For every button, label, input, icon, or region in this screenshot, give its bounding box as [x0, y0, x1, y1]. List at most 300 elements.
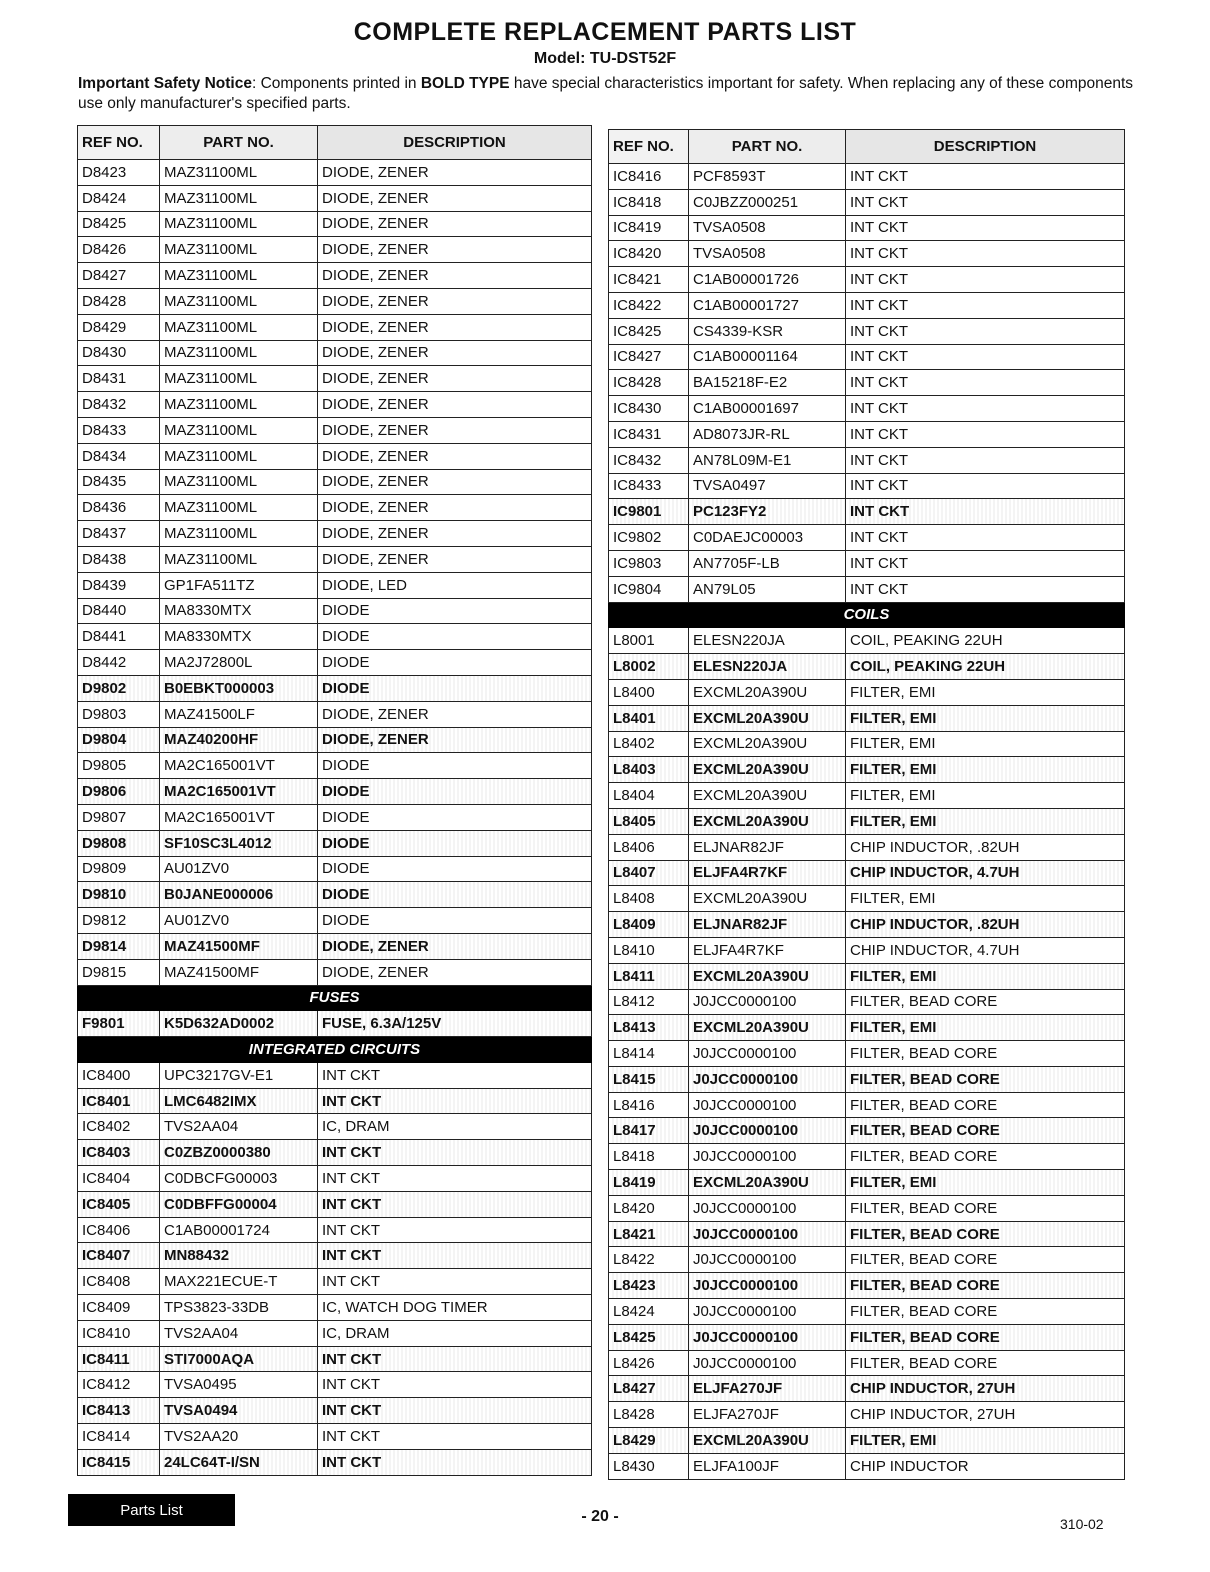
desc-cell: CHIP INDUCTOR, .82UH: [846, 912, 1125, 938]
ref-cell: IC8419: [609, 215, 689, 241]
table-row: [609, 1170, 1125, 1196]
ref-cell: L8405: [609, 808, 689, 834]
table-row: [78, 1372, 592, 1398]
desc-cell: CHIP INDUCTOR, 27UH: [846, 1402, 1125, 1428]
table-row: [609, 705, 1125, 731]
desc-cell: FILTER, BEAD CORE: [846, 1221, 1125, 1247]
desc-cell: DIODE, ZENER: [318, 392, 592, 418]
part-cell: J0JCC0000100: [689, 1144, 846, 1170]
table-row: [78, 288, 592, 314]
page-number: - 20 -: [581, 1508, 619, 1525]
desc-cell: INT CKT: [318, 1062, 592, 1088]
desc-cell: INT CKT: [318, 1217, 592, 1243]
ref-cell: L8422: [609, 1247, 689, 1273]
part-cell: TVS2AA20: [160, 1424, 318, 1450]
table-row: [78, 521, 592, 547]
table-row: [609, 267, 1125, 293]
desc-cell: COIL, PEAKING 22UH: [846, 654, 1125, 680]
part-cell: MA2J72800L: [160, 650, 318, 676]
desc-cell: FILTER, BEAD CORE: [846, 1066, 1125, 1092]
part-cell: ELJNAR82JF: [689, 834, 846, 860]
desc-cell: FILTER, BEAD CORE: [846, 1324, 1125, 1350]
part-cell: TVS2AA04: [160, 1320, 318, 1346]
table-row: [609, 318, 1125, 344]
desc-cell: FILTER, EMI: [846, 731, 1125, 757]
desc-cell: CHIP INDUCTOR, 4.7UH: [846, 937, 1125, 963]
desc-cell: INT CKT: [318, 1243, 592, 1269]
section-header-row: [609, 602, 1125, 628]
ref-cell: IC8412: [78, 1372, 160, 1398]
part-cell: ELJFA4R7KF: [689, 860, 846, 886]
table-row: [609, 1066, 1125, 1092]
desc-cell: INT CKT: [846, 396, 1125, 422]
ref-cell: IC8428: [609, 370, 689, 396]
table-row: [78, 959, 592, 985]
part-cell: C0JBZZ000251: [689, 189, 846, 215]
table-row: [609, 783, 1125, 809]
part-cell: MAZ41500MF: [160, 959, 318, 985]
ref-cell: D9809: [78, 856, 160, 882]
ref-cell: L8415: [609, 1066, 689, 1092]
table-row: [609, 1144, 1125, 1170]
ref-cell: IC8408: [78, 1269, 160, 1295]
ref-cell: D8435: [78, 469, 160, 495]
part-cell: 24LC64T-I/SN: [160, 1449, 318, 1475]
desc-cell: FILTER, BEAD CORE: [846, 1092, 1125, 1118]
desc-cell: DIODE: [318, 908, 592, 934]
ref-cell: L8424: [609, 1299, 689, 1325]
desc-cell: FILTER, EMI: [846, 1015, 1125, 1041]
desc-cell: FILTER, BEAD CORE: [846, 1041, 1125, 1067]
ref-cell: IC8420: [609, 241, 689, 267]
ref-cell: D9808: [78, 830, 160, 856]
ref-cell: D8430: [78, 340, 160, 366]
desc-cell: DIODE: [318, 624, 592, 650]
part-cell: STI7000AQA: [160, 1346, 318, 1372]
part-cell: TVSA0494: [160, 1398, 318, 1424]
part-cell: BA15218F-E2: [689, 370, 846, 396]
ref-cell: D8442: [78, 650, 160, 676]
ref-cell: IC8404: [78, 1166, 160, 1192]
desc-cell: INT CKT: [846, 550, 1125, 576]
section-header-row: [78, 1037, 592, 1063]
ref-cell: IC8401: [78, 1088, 160, 1114]
ref-cell: IC8406: [78, 1217, 160, 1243]
table-row: [609, 344, 1125, 370]
desc-cell: INT CKT: [846, 447, 1125, 473]
part-cell: MAZ31100ML: [160, 521, 318, 547]
table-row: [78, 779, 592, 805]
table-row: [78, 160, 592, 186]
part-cell: C0DAEJC00003: [689, 525, 846, 551]
part-cell: J0JCC0000100: [689, 1066, 846, 1092]
part-cell: C1AB00001727: [689, 292, 846, 318]
ref-cell: L8425: [609, 1324, 689, 1350]
table-row: [78, 1011, 592, 1037]
table-row: [78, 211, 592, 237]
ref-cell: L8410: [609, 937, 689, 963]
table-row: [609, 1041, 1125, 1067]
ref-cell: D8426: [78, 237, 160, 263]
table-row: [609, 1402, 1125, 1428]
ref-cell: IC8421: [609, 267, 689, 293]
desc-cell: INT CKT: [846, 370, 1125, 396]
part-cell: PC123FY2: [689, 499, 846, 525]
desc-cell: FILTER, EMI: [846, 963, 1125, 989]
ref-cell: L8411: [609, 963, 689, 989]
ref-cell: L8402: [609, 731, 689, 757]
desc-cell: FILTER, EMI: [846, 757, 1125, 783]
ref-cell: L8414: [609, 1041, 689, 1067]
desc-cell: FILTER, BEAD CORE: [846, 989, 1125, 1015]
ref-cell: D8424: [78, 185, 160, 211]
desc-cell: INT CKT: [846, 473, 1125, 499]
ref-cell: L8400: [609, 679, 689, 705]
part-cell: MAZ31100ML: [160, 314, 318, 340]
ref-cell: L8423: [609, 1273, 689, 1299]
table-row: [609, 1376, 1125, 1402]
part-cell: EXCML20A390U: [689, 679, 846, 705]
safety-notice: [78, 74, 1138, 114]
ref-cell: IC8433: [609, 473, 689, 499]
ref-cell: IC8431: [609, 421, 689, 447]
part-cell: MAZ41500LF: [160, 701, 318, 727]
part-cell: ELJFA270JF: [689, 1376, 846, 1402]
table-row: [78, 1243, 592, 1269]
part-cell: B0JANE000006: [160, 882, 318, 908]
table-row: [609, 189, 1125, 215]
document-code: 310-02: [1060, 1516, 1104, 1532]
table-row: [78, 1398, 592, 1424]
part-cell: TPS3823-33DB: [160, 1295, 318, 1321]
desc-cell: FILTER, EMI: [846, 705, 1125, 731]
notice-text-2: have special characteristics important for safety. When replacing any of these components use only manufacturer's specified parts.: [78, 75, 1134, 112]
ref-cell: L8401: [609, 705, 689, 731]
table-row: [609, 654, 1125, 680]
ref-cell: IC9802: [609, 525, 689, 551]
table-row: [78, 701, 592, 727]
part-cell: MA2C165001VT: [160, 753, 318, 779]
col-header-ref: REF NO.: [609, 130, 689, 164]
ref-cell: IC8403: [78, 1140, 160, 1166]
ref-cell: L8001: [609, 628, 689, 654]
ref-cell: D9815: [78, 959, 160, 985]
desc-cell: FILTER, BEAD CORE: [846, 1144, 1125, 1170]
part-cell: MAZ31100ML: [160, 185, 318, 211]
table-row: [78, 1217, 592, 1243]
part-cell: MAZ31100ML: [160, 546, 318, 572]
ref-cell: L8430: [609, 1453, 689, 1479]
table-row: [78, 572, 592, 598]
table-row: [609, 1195, 1125, 1221]
desc-cell: DIODE, ZENER: [318, 366, 592, 392]
table-row: [78, 469, 592, 495]
ref-cell: D8432: [78, 392, 160, 418]
part-cell: TVSA0497: [689, 473, 846, 499]
part-cell: AU01ZV0: [160, 908, 318, 934]
ref-cell: IC9804: [609, 576, 689, 602]
ref-cell: IC8427: [609, 344, 689, 370]
desc-cell: DIODE: [318, 753, 592, 779]
section-header-row: [78, 985, 592, 1011]
part-cell: MA8330MTX: [160, 598, 318, 624]
ref-cell: D9806: [78, 779, 160, 805]
part-cell: MAZ31100ML: [160, 495, 318, 521]
table-row: [609, 396, 1125, 422]
ref-cell: D9814: [78, 933, 160, 959]
part-cell: C1AB00001726: [689, 267, 846, 293]
desc-cell: DIODE, ZENER: [318, 263, 592, 289]
part-cell: MAZ31100ML: [160, 263, 318, 289]
part-cell: MA2C165001VT: [160, 804, 318, 830]
part-cell: EXCML20A390U: [689, 886, 846, 912]
part-cell: MAZ31100ML: [160, 340, 318, 366]
ref-cell: D8437: [78, 521, 160, 547]
part-cell: K5D632AD0002: [160, 1011, 318, 1037]
ref-cell: L8406: [609, 834, 689, 860]
part-cell: MAZ31100ML: [160, 237, 318, 263]
table-header-row: [609, 130, 1125, 164]
table-row: [78, 1088, 592, 1114]
ref-cell: L8418: [609, 1144, 689, 1170]
ref-cell: D9804: [78, 727, 160, 753]
table-row: [609, 164, 1125, 190]
desc-cell: DIODE: [318, 830, 592, 856]
table-row: [609, 1428, 1125, 1454]
ref-cell: D8441: [78, 624, 160, 650]
table-row: [78, 340, 592, 366]
table-row: [78, 624, 592, 650]
table-row: [609, 447, 1125, 473]
table-row: [78, 495, 592, 521]
desc-cell: DIODE, LED: [318, 572, 592, 598]
table-row: [78, 366, 592, 392]
ref-cell: D9810: [78, 882, 160, 908]
desc-cell: DIODE: [318, 650, 592, 676]
desc-cell: FILTER, BEAD CORE: [846, 1273, 1125, 1299]
desc-cell: INT CKT: [318, 1166, 592, 1192]
ref-cell: L8417: [609, 1118, 689, 1144]
table-row: [78, 185, 592, 211]
part-cell: EXCML20A390U: [689, 1428, 846, 1454]
section-title: FUSES: [78, 985, 592, 1011]
part-cell: C1AB00001164: [689, 344, 846, 370]
desc-cell: FILTER, EMI: [846, 679, 1125, 705]
desc-cell: DIODE: [318, 779, 592, 805]
ref-cell: IC9803: [609, 550, 689, 576]
desc-cell: INT CKT: [318, 1398, 592, 1424]
ref-cell: D8440: [78, 598, 160, 624]
desc-cell: CHIP INDUCTOR: [846, 1453, 1125, 1479]
table-row: [609, 731, 1125, 757]
desc-cell: DIODE, ZENER: [318, 185, 592, 211]
ref-cell: D8431: [78, 366, 160, 392]
desc-cell: DIODE, ZENER: [318, 959, 592, 985]
ref-cell: D9807: [78, 804, 160, 830]
desc-cell: INT CKT: [318, 1372, 592, 1398]
part-cell: AN79L05: [689, 576, 846, 602]
ref-cell: IC8411: [78, 1346, 160, 1372]
table-row: [78, 443, 592, 469]
ref-cell: IC8422: [609, 292, 689, 318]
col-header-desc: DESCRIPTION: [846, 130, 1125, 164]
ref-cell: D8429: [78, 314, 160, 340]
table-row: [78, 1062, 592, 1088]
table-row: [609, 241, 1125, 267]
table-row: [609, 1453, 1125, 1479]
part-cell: EXCML20A390U: [689, 731, 846, 757]
table-row: [78, 753, 592, 779]
desc-cell: DIODE, ZENER: [318, 701, 592, 727]
ref-cell: L8408: [609, 886, 689, 912]
part-cell: ELJFA4R7KF: [689, 937, 846, 963]
ref-cell: L8419: [609, 1170, 689, 1196]
ref-cell: D8438: [78, 546, 160, 572]
part-cell: MAZ31100ML: [160, 160, 318, 186]
desc-cell: COIL, PEAKING 22UH: [846, 628, 1125, 654]
desc-cell: FILTER, BEAD CORE: [846, 1118, 1125, 1144]
table-row: [609, 1247, 1125, 1273]
desc-cell: DIODE, ZENER: [318, 443, 592, 469]
desc-cell: INT CKT: [846, 421, 1125, 447]
notice-label: Important Safety Notice: [78, 75, 252, 92]
table-row: [609, 1299, 1125, 1325]
table-row: [78, 933, 592, 959]
notice-text-1: : Components printed in: [251, 75, 421, 92]
desc-cell: DIODE: [318, 856, 592, 882]
table-row: [78, 1320, 592, 1346]
ref-cell: F9801: [78, 1011, 160, 1037]
ref-cell: L8421: [609, 1221, 689, 1247]
desc-cell: DIODE, ZENER: [318, 314, 592, 340]
desc-cell: FILTER, EMI: [846, 808, 1125, 834]
section-title: INTEGRATED CIRCUITS: [78, 1037, 592, 1063]
part-cell: MAZ31100ML: [160, 469, 318, 495]
ref-cell: L8426: [609, 1350, 689, 1376]
table-row: [78, 1269, 592, 1295]
ref-cell: IC8400: [78, 1062, 160, 1088]
desc-cell: FILTER, BEAD CORE: [846, 1299, 1125, 1325]
page-title: COMPLETE REPLACEMENT PARTS LIST: [353, 18, 857, 46]
desc-cell: INT CKT: [318, 1424, 592, 1450]
desc-cell: INT CKT: [318, 1191, 592, 1217]
desc-cell: FILTER, BEAD CORE: [846, 1350, 1125, 1376]
part-cell: C0DBFFG00004: [160, 1191, 318, 1217]
desc-cell: INT CKT: [318, 1088, 592, 1114]
desc-cell: FILTER, EMI: [846, 1428, 1125, 1454]
ref-cell: D8423: [78, 160, 160, 186]
desc-cell: DIODE, ZENER: [318, 160, 592, 186]
part-cell: J0JCC0000100: [689, 1247, 846, 1273]
part-cell: MAZ41500MF: [160, 933, 318, 959]
desc-cell: DIODE, ZENER: [318, 727, 592, 753]
part-cell: UPC3217GV-E1: [160, 1062, 318, 1088]
table-row: [78, 314, 592, 340]
part-cell: J0JCC0000100: [689, 1195, 846, 1221]
table-row: [78, 804, 592, 830]
part-cell: C1AB00001724: [160, 1217, 318, 1243]
desc-cell: CHIP INDUCTOR, 4.7UH: [846, 860, 1125, 886]
ref-cell: IC8407: [78, 1243, 160, 1269]
model-label: Model: TU-DST52F: [533, 50, 677, 67]
ref-cell: IC8415: [78, 1449, 160, 1475]
table-row: [609, 1273, 1125, 1299]
ref-cell: L8420: [609, 1195, 689, 1221]
part-cell: J0JCC0000100: [689, 1041, 846, 1067]
desc-cell: INT CKT: [846, 164, 1125, 190]
part-cell: EXCML20A390U: [689, 705, 846, 731]
desc-cell: FILTER, EMI: [846, 886, 1125, 912]
part-cell: C0ZBZ0000380: [160, 1140, 318, 1166]
part-cell: MAZ31100ML: [160, 392, 318, 418]
table-header-row: [78, 126, 592, 160]
table-row: [78, 417, 592, 443]
part-cell: EXCML20A390U: [689, 757, 846, 783]
part-cell: J0JCC0000100: [689, 1324, 846, 1350]
table-row: [609, 525, 1125, 551]
ref-cell: L8413: [609, 1015, 689, 1041]
part-cell: EXCML20A390U: [689, 963, 846, 989]
section-tab: Parts List: [68, 1494, 235, 1526]
desc-cell: INT CKT: [846, 318, 1125, 344]
part-cell: CS4339-KSR: [689, 318, 846, 344]
desc-cell: DIODE, ZENER: [318, 521, 592, 547]
table-row: [78, 546, 592, 572]
part-cell: GP1FA511TZ: [160, 572, 318, 598]
col-header-desc: DESCRIPTION: [318, 126, 592, 160]
table-row: [609, 292, 1125, 318]
table-row: [78, 882, 592, 908]
table-row: [609, 1350, 1125, 1376]
part-cell: J0JCC0000100: [689, 989, 846, 1015]
ref-cell: D9805: [78, 753, 160, 779]
table-row: [609, 550, 1125, 576]
desc-cell: FILTER, BEAD CORE: [846, 1195, 1125, 1221]
table-row: [78, 392, 592, 418]
part-cell: TVSA0508: [689, 215, 846, 241]
notice-bold-type: BOLD TYPE: [420, 75, 510, 92]
ref-cell: IC8402: [78, 1114, 160, 1140]
ref-cell: IC8432: [609, 447, 689, 473]
col-header-ref: REF NO.: [78, 126, 160, 160]
part-cell: B0EBKT000003: [160, 675, 318, 701]
table-row: [78, 1191, 592, 1217]
ref-cell: L8404: [609, 783, 689, 809]
part-cell: MAZ31100ML: [160, 417, 318, 443]
desc-cell: FILTER, EMI: [846, 1170, 1125, 1196]
ref-cell: IC8418: [609, 189, 689, 215]
desc-cell: INT CKT: [846, 267, 1125, 293]
part-cell: SF10SC3L4012: [160, 830, 318, 856]
table-row: [609, 886, 1125, 912]
desc-cell: DIODE: [318, 804, 592, 830]
ref-cell: L8429: [609, 1428, 689, 1454]
part-cell: MAX221ECUE-T: [160, 1269, 318, 1295]
part-cell: ELJFA100JF: [689, 1453, 846, 1479]
ref-cell: L8428: [609, 1402, 689, 1428]
desc-cell: FILTER, BEAD CORE: [846, 1247, 1125, 1273]
part-cell: MN88432: [160, 1243, 318, 1269]
part-cell: TVSA0508: [689, 241, 846, 267]
col-header-part: PART NO.: [689, 130, 846, 164]
part-cell: J0JCC0000100: [689, 1299, 846, 1325]
table-row: [609, 215, 1125, 241]
part-cell: C1AB00001697: [689, 396, 846, 422]
part-cell: AN7705F-LB: [689, 550, 846, 576]
part-cell: C0DBCFG00003: [160, 1166, 318, 1192]
ref-cell: D8425: [78, 211, 160, 237]
ref-cell: IC8410: [78, 1320, 160, 1346]
